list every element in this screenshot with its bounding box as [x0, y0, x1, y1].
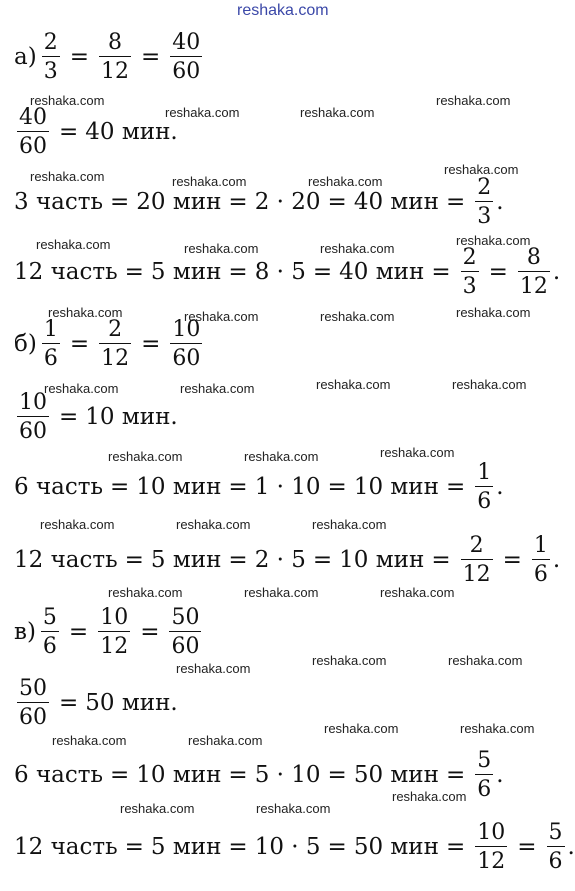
section-c-label: в) — [14, 618, 36, 645]
fraction: $\frac{2}{12}$ — [462, 533, 491, 588]
result-text: 50 мин. — [85, 689, 178, 716]
fraction: $\frac{2}{12}$ — [101, 317, 130, 372]
fraction: $\frac{50}{60}$ — [19, 676, 47, 731]
watermark: reshaka.com — [244, 449, 319, 464]
watermark: reshaka.com — [452, 377, 527, 392]
section-c-part-12: 12 часть = 5 мин = 10 · 5 = 50 мин = $\frac{10}{12}$ = $\frac{5}{6}$ . — [14, 820, 575, 875]
watermark: reshaka.com — [165, 105, 240, 120]
fraction: $\frac{10}{60}$ — [19, 390, 47, 445]
fraction: $\frac{2}{3}$ — [43, 30, 58, 85]
watermark: reshaka.com — [30, 93, 105, 108]
section-b-part-12: 12 часть = 5 мин = 2 · 5 = 10 мин = $\frac{2}{12}$ = $\frac{1}{6}$ . — [14, 533, 561, 588]
watermark: reshaka.com — [380, 585, 455, 600]
watermark: reshaka.com — [448, 653, 523, 668]
watermark: reshaka.com — [180, 381, 255, 396]
watermark: reshaka.com — [300, 105, 375, 120]
watermark: reshaka.com — [176, 661, 251, 676]
fraction: $\frac{40}{60}$ — [172, 30, 201, 85]
fraction: $\frac{1}{6}$ — [533, 533, 548, 588]
fraction: $\frac{10}{12}$ — [100, 605, 129, 660]
fraction: $\frac{10}{12}$ — [477, 820, 506, 875]
watermark: reshaka.com — [320, 309, 395, 324]
watermark: reshaka.com — [312, 653, 387, 668]
result-text: 10 мин. — [85, 403, 178, 430]
watermark: reshaka.com — [380, 445, 455, 460]
section-a-part-12: 12 часть = 5 мин = 8 · 5 = 40 мин = $\frac{2}{3}$ = $\frac{8}{12}$ . — [14, 245, 561, 300]
section-a-minutes: $\frac{40}{60}$ = 40 мин. — [19, 105, 178, 160]
fraction: $\frac{2}{3}$ — [462, 245, 477, 300]
result-text: 40 мин. — [85, 118, 178, 145]
watermark: reshaka.com — [40, 517, 115, 532]
watermark: reshaka.com — [108, 449, 183, 464]
watermark: reshaka.com — [184, 309, 259, 324]
section-b-label: б) — [14, 330, 37, 357]
watermark-top: reshaka.com — [237, 2, 329, 19]
fraction: $\frac{2}{3}$ — [477, 175, 492, 230]
section-a-fraction-chain: а) $\frac{2}{3}$ = $\frac{8}{12}$ = $\frac{40}{60}$ — [14, 30, 201, 85]
fraction: $\frac{40}{60}$ — [19, 105, 47, 160]
watermark: reshaka.com — [36, 237, 111, 252]
watermark: reshaka.com — [312, 517, 387, 532]
watermark: reshaka.com — [44, 381, 119, 396]
fraction: $\frac{10}{60}$ — [172, 317, 201, 372]
fraction: $\frac{50}{60}$ — [171, 605, 200, 660]
watermark: reshaka.com — [188, 733, 263, 748]
watermark: reshaka.com — [316, 377, 391, 392]
fraction: $\frac{1}{6}$ — [43, 317, 58, 372]
watermark: reshaka.com — [244, 585, 319, 600]
watermark: reshaka.com — [120, 801, 195, 816]
section-a-part-3: 3 часть = 20 мин = 2 · 20 = 40 мин = $\frac{2}{3}$ . — [14, 175, 504, 230]
watermark: reshaka.com — [176, 517, 251, 532]
section-b-fraction-chain: б) $\frac{1}{6}$ = $\frac{2}{12}$ = $\frac{10}{60}$ — [14, 317, 201, 372]
watermark: reshaka.com — [320, 241, 395, 256]
watermark: reshaka.com — [460, 721, 535, 736]
fraction: $\frac{1}{6}$ — [477, 460, 492, 515]
watermark: reshaka.com — [324, 721, 399, 736]
fraction: $\frac{5}{6}$ — [548, 820, 563, 875]
watermark: reshaka.com — [48, 305, 123, 320]
section-b-part-6: 6 часть = 10 мин = 1 · 10 = 10 мин = $\frac{1}{6}$ . — [14, 460, 504, 515]
watermark: reshaka.com — [456, 305, 531, 320]
watermark: reshaka.com — [436, 93, 511, 108]
section-b-minutes: $\frac{10}{60}$ = 10 мин. — [19, 390, 178, 445]
watermark: reshaka.com — [392, 789, 467, 804]
watermark: reshaka.com — [308, 174, 383, 189]
watermark: reshaka.com — [172, 174, 247, 189]
watermark: reshaka.com — [30, 169, 105, 184]
watermark: reshaka.com — [456, 233, 531, 248]
section-c-part-6: 6 часть = 10 мин = 5 · 10 = 50 мин = $\frac{5}{6}$ . — [14, 748, 504, 803]
fraction: $\frac{8}{12}$ — [100, 30, 129, 85]
section-c-fraction-chain: в) $\frac{5}{6}$ = $\frac{10}{12}$ = $\frac{50}{60}$ — [14, 605, 200, 660]
fraction: $\frac{8}{12}$ — [519, 245, 548, 300]
watermark: reshaka.com — [52, 733, 127, 748]
watermark: reshaka.com — [256, 801, 331, 816]
watermark: reshaka.com — [108, 585, 183, 600]
fraction: $\frac{5}{6}$ — [42, 605, 57, 660]
fraction: $\frac{5}{6}$ — [477, 748, 492, 803]
section-a-label: а) — [14, 43, 37, 70]
watermark: reshaka.com — [444, 162, 519, 177]
section-c-minutes: $\frac{50}{60}$ = 50 мин. — [19, 676, 178, 731]
watermark: reshaka.com — [184, 241, 259, 256]
